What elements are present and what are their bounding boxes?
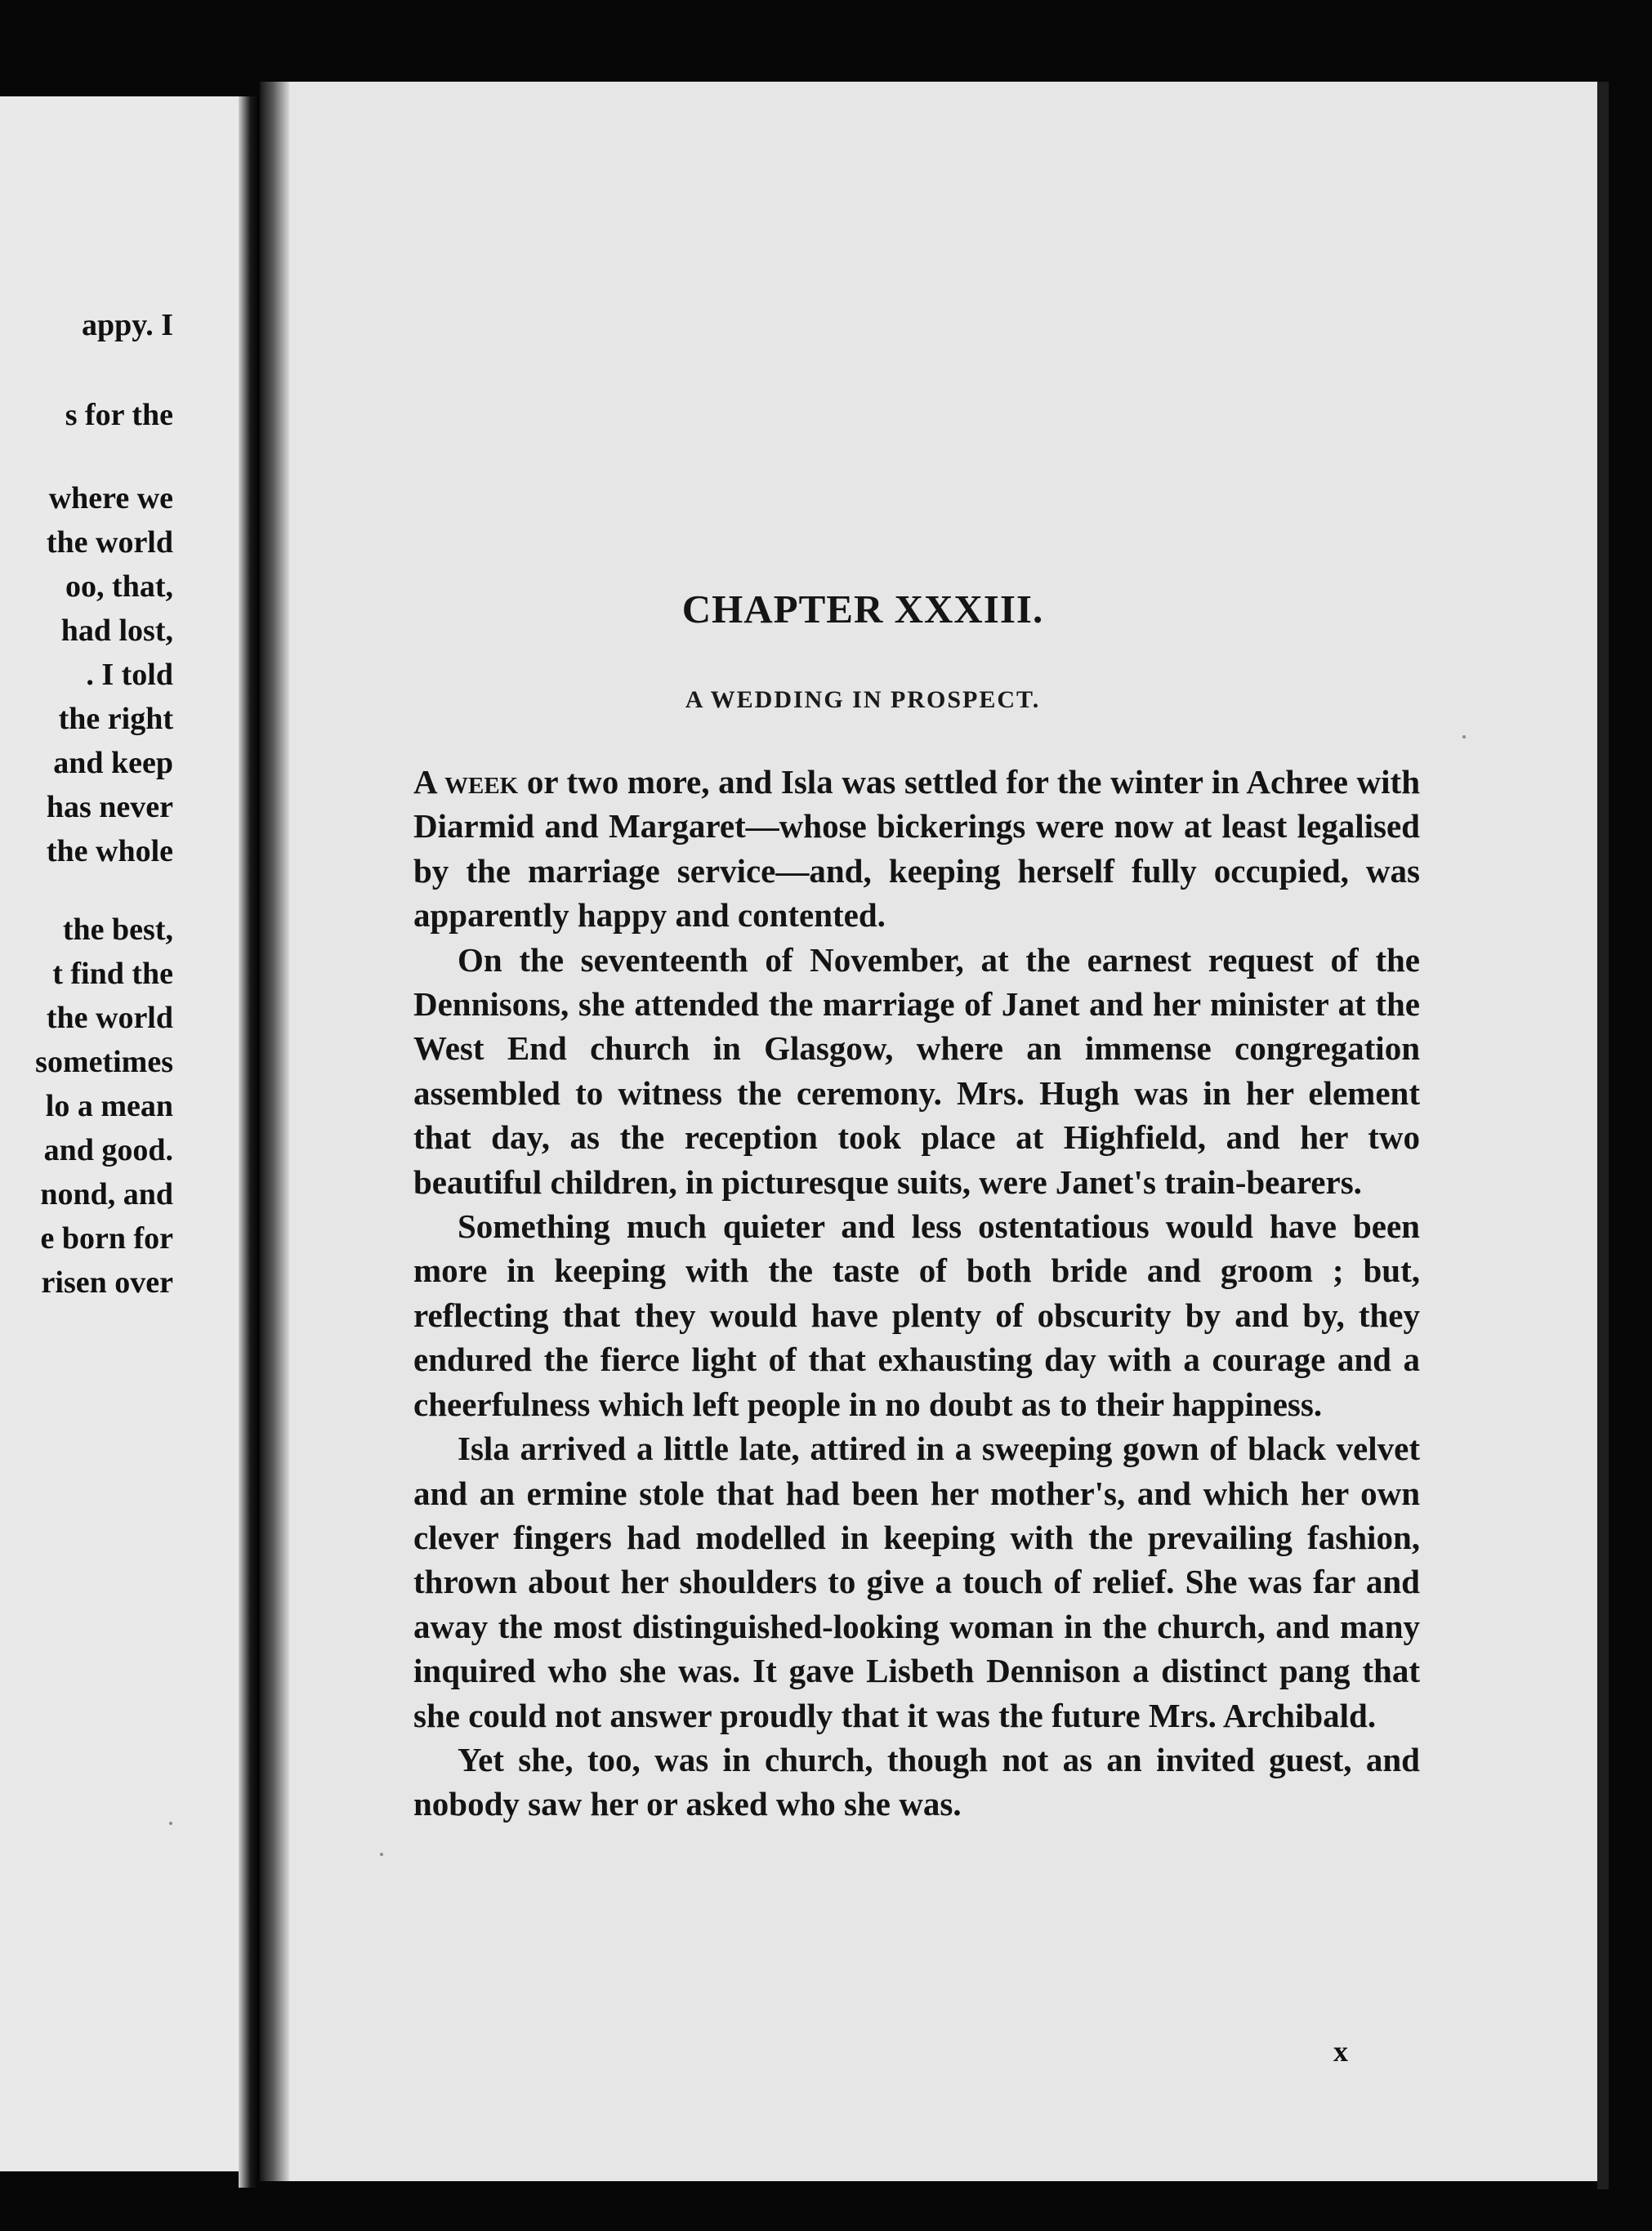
book-spine-shadow: [260, 82, 289, 2181]
left-line: and good.: [43, 1133, 173, 1167]
left-line: the world: [46, 1001, 173, 1035]
scan-speck: [380, 1853, 383, 1856]
chapter-title: CHAPTER XXXIII.: [681, 587, 1044, 631]
scan-speck: [169, 1822, 172, 1825]
left-line: has never: [46, 790, 173, 824]
left-line: and keep: [53, 746, 173, 780]
left-line: the right: [58, 702, 173, 736]
left-line: lo a mean: [45, 1089, 173, 1123]
left-line: had lost,: [60, 614, 173, 648]
chapter-body: [413, 760, 1420, 1827]
page-edge: [1597, 82, 1609, 2189]
left-line: the world: [46, 525, 173, 560]
left-line: . I told: [86, 658, 173, 692]
signature-mark: x: [1333, 2035, 1348, 2068]
paragraph: On the seventeenth of November, at the earnest request of the Dennisons, she attended the marriage of Janet and her minister at the West End church in Glasgow, where an immense congregation assembled to witness the ceremony. Mrs. Hugh was in her element that day, as the reception took place at Highfield, and her two beautiful children, in picturesque suits, were Janet's train-bearers.: [413, 940, 1420, 1201]
left-line: s for the: [65, 398, 173, 432]
paragraph: [413, 760, 1420, 938]
left-line: risen over: [41, 1265, 173, 1300]
left-line: nond, and: [40, 1177, 173, 1211]
paragraph-lead: A week: [413, 763, 519, 801]
scan-speck: [1462, 735, 1466, 738]
left-line: e born for: [40, 1221, 173, 1256]
left-line: appy. I: [82, 308, 173, 342]
chapter-subtitle: A WEDDING IN PROSPECT.: [685, 686, 1041, 713]
left-page-gutter: [239, 96, 258, 2188]
left-line: the whole: [46, 834, 173, 868]
paragraph: Something much quieter and less ostentatious would have been more in keeping with the taste of both bride and groom ; but, reflecting that they would have plenty of obscurity by and by, they endured the fierce light of that exhausting day with a courage and a cheerfulness which left people in no doubt as to their happiness.: [413, 1207, 1420, 1423]
paragraph: Yet she, too, was in church, though not as an invited guest, and nobody saw her or asked who she was.: [413, 1740, 1420, 1823]
left-line: the best,: [62, 912, 173, 947]
left-line: oo, that,: [65, 569, 173, 604]
left-line: sometimes: [35, 1045, 173, 1079]
left-line: t find the: [52, 957, 173, 991]
left-page: [0, 96, 245, 2171]
left-line: where we: [48, 481, 173, 515]
paragraph: Isla arrived a little late, attired in a sweeping gown of black velvet and an ermine stole that had been her mother's, and which her own clever fingers had modelled in keeping with the prevailing fashion, thrown about her shoulders to give a touch of relief. She was far and away the most distinguished-looking woman in the church, and many inquired who she was. It gave Lisbeth Dennison a distinct pang that she could not answer proudly that it was the future Mrs. Archibald.: [413, 1430, 1420, 1734]
paragraph-text: or two more, and Isla was settled for the winter in Achree with Diarmid and Margaret—whose bickerings were now at least legalised by the marriage service—and, keeping herself fully occupied, was apparently happy and contented.: [413, 763, 1421, 935]
